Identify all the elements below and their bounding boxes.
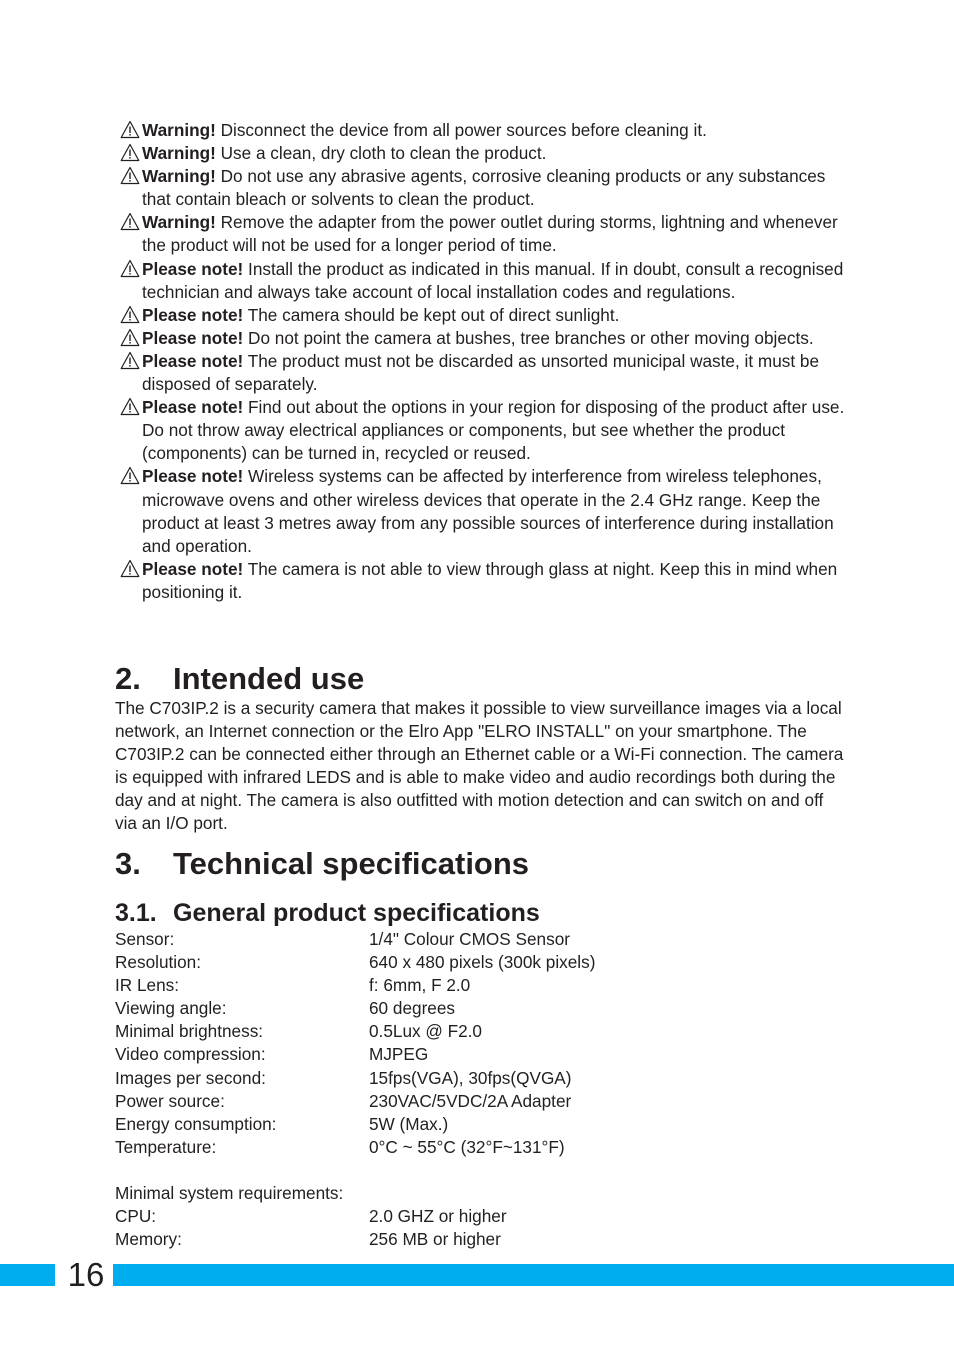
spec-key: Minimal system requirements: (115, 1183, 344, 1204)
section-number: 3. (115, 846, 141, 881)
warning-triangle-icon (120, 259, 140, 278)
warning-triangle-icon (120, 397, 140, 416)
note-text: The camera should be kept out of direct sunlight. (243, 304, 620, 325)
safety-note (120, 211, 850, 257)
spec-row (115, 974, 715, 997)
spec-row (115, 1020, 715, 1043)
note-text: The camera is not able to view through glass at night. Keep this in mind when positioning it. (142, 558, 838, 602)
subsection-number: 3.1. (115, 899, 157, 927)
safety-note (120, 350, 850, 396)
spec-row (115, 1113, 715, 1136)
spec-row (115, 1067, 715, 1090)
safety-note (120, 165, 850, 211)
spec-value: 230VAC/5VDC/2A Adapter (369, 1090, 572, 1111)
spec-row-spacer (115, 1159, 715, 1182)
page-number: 16 (67, 1256, 105, 1293)
note-text: Use a clean, dry cloth to clean the product. (215, 143, 547, 164)
spec-value: 60 degrees (369, 998, 456, 1019)
spec-key: Temperature: (115, 1136, 217, 1157)
spec-value: 0.5Lux @ F2.0 (369, 1021, 482, 1042)
intended-use-paragraph: The C703IP.2 is a security camera that makes it possible to view surveillance images via a local network, an Internet connection or the Elro App "ELRO INSTALL" on your smartphone. The C703IP.2 can be connected either through an Ethernet cable or a Wi-Fi connection. The camera is equipped with infrared LEDS and is able to make video and audio recordings both during the day and at night. The camera is also outfitted with motion detection and can switch on and off via an I/O port. (115, 698, 844, 834)
spec-key: Energy consumption: (115, 1113, 277, 1134)
warning-triangle-icon (120, 351, 140, 370)
safety-note (120, 142, 850, 165)
spec-key: Images per second: (115, 1067, 266, 1088)
spec-key: Resolution: (115, 952, 201, 973)
spec-value: 0°C ~ 55°C (32°F~131°F) (369, 1136, 565, 1157)
note-text: Disconnect the device from all power sources before cleaning it. (215, 120, 707, 140)
note-text: Remove the adapter from the power outlet during storms, lightning and whenever the product will not be used for a longer period of time. (142, 212, 838, 256)
note-label: Warning! (142, 143, 216, 164)
note-label: Please note! (142, 350, 244, 371)
warning-triangle-icon (120, 143, 140, 162)
spec-row (115, 997, 715, 1020)
warning-triangle-icon (120, 166, 140, 185)
note-text: The product must not be discarded as unsorted municipal waste, it must be disposed of separately. (142, 350, 820, 395)
note-label: Please note! (142, 558, 244, 579)
spec-value: 2.0 GHZ or higher (369, 1206, 507, 1227)
spec-key: IR Lens: (115, 975, 180, 996)
safety-note (120, 258, 850, 304)
note-label: Please note! (142, 466, 244, 487)
note-label: Please note! (142, 397, 244, 418)
section-heading-intended-use (115, 661, 364, 697)
spec-table (115, 928, 715, 1251)
spec-row (115, 1136, 715, 1159)
safety-note (120, 327, 850, 350)
note-text: Do not use any abrasive agents, corrosive cleaning products or any substances that contain bleach or solvents to clean the product. (142, 166, 826, 210)
note-label: Please note! (142, 327, 244, 348)
spec-row (115, 951, 715, 974)
spec-value: MJPEG (369, 1044, 429, 1065)
spec-value: 5W (Max.) (369, 1113, 449, 1134)
spec-value: 256 MB or higher (369, 1229, 501, 1250)
warning-triangle-icon (120, 328, 140, 347)
spec-key: CPU: (115, 1206, 157, 1227)
section-number: 2. (115, 661, 141, 696)
warning-triangle-icon (120, 559, 140, 578)
spec-key: Minimal brightness: (115, 1021, 264, 1042)
section-title: Technical specifications (173, 846, 530, 881)
safety-notes-list (120, 119, 850, 604)
warning-triangle-icon (120, 120, 140, 139)
note-label: Please note! (142, 258, 244, 279)
safety-note (120, 465, 850, 557)
footer-accent-bar (0, 1264, 954, 1286)
note-text: Find out about the options in your region for disposing of the product after use. Do not throw away electrical appliances or components, but see whether the product (components) can be turned in, recycled or reused. (142, 397, 845, 464)
spec-key: Video compression: (115, 1044, 266, 1065)
note-text: Install the product as indicated in this manual. If in doubt, consult a recognised technician and always take account of local installation codes and regulations. (142, 258, 844, 302)
spec-key: Power source: (115, 1090, 225, 1111)
note-label: Warning! (142, 212, 216, 233)
spec-row (115, 1228, 715, 1251)
spec-value: 15fps(VGA), 30fps(QVGA) (369, 1067, 572, 1088)
spec-value: f: 6mm, F 2.0 (369, 975, 471, 996)
section-heading-technical-specs (115, 846, 529, 882)
safety-note (120, 558, 850, 604)
note-text: Wireless systems can be affected by interference from wireless telephones, microwave ovens and other wireless devices that operate in the 2.4 GHz range. Keep the product at least 3 metres away from any possible sources of interference during installation and operation. (142, 466, 834, 556)
spec-row (115, 1182, 715, 1205)
spec-row (115, 928, 715, 951)
spec-key: Sensor: (115, 929, 175, 949)
safety-note (120, 119, 850, 142)
subsection-heading-general-specs (115, 898, 540, 928)
spec-value: 1/4" Colour CMOS Sensor (369, 929, 570, 949)
note-label: Warning! (142, 166, 216, 187)
spec-key (115, 1159, 369, 1182)
spec-row (115, 1205, 715, 1228)
subsection-title: General product specifications (173, 899, 540, 927)
warning-triangle-icon (120, 305, 140, 324)
section-title: Intended use (173, 661, 365, 696)
spec-row (115, 1090, 715, 1113)
spec-row (115, 1043, 715, 1066)
note-text: Do not point the camera at bushes, tree branches or other moving objects. (243, 327, 814, 348)
safety-note (120, 396, 850, 465)
spec-key: Viewing angle: (115, 998, 227, 1019)
note-label: Warning! (142, 120, 216, 140)
safety-note (120, 304, 850, 327)
spec-value: 640 x 480 pixels (300k pixels) (369, 952, 596, 973)
spec-key: Memory: (115, 1229, 182, 1250)
warning-triangle-icon (120, 466, 140, 485)
note-label: Please note! (142, 304, 244, 325)
warning-triangle-icon (120, 212, 140, 231)
